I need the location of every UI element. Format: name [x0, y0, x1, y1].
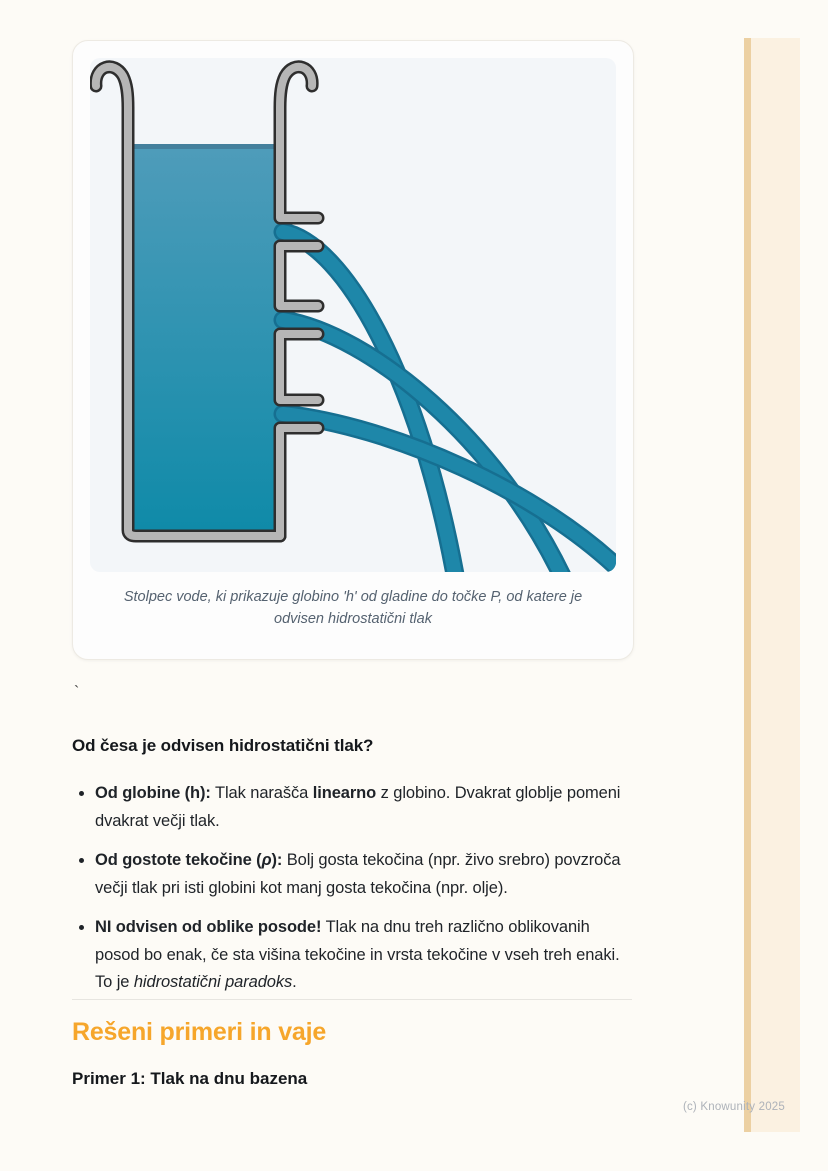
section-divider: [72, 999, 632, 1000]
water-body: [130, 144, 280, 538]
page-edge-stripe: [744, 38, 800, 1132]
bullet-list: [72, 780, 634, 997]
watermark: (c) Knowunity 2025: [682, 1101, 785, 1113]
list-item: • Od globine (h): Tlak narašča linearno z globino. Dvakrat globlje pomeni dvakrat večji tlak.: [95, 780, 634, 835]
figure-caption: Stolpec vode, ki prikazuje globino 'h' od gladine do točke P, od katere je odvisen hidrostatični tlak: [123, 589, 583, 627]
section-heading: Od česa je odvisen hidrostatični tlak?: [72, 736, 374, 755]
water-tank-illustration: [90, 58, 616, 572]
content-section: [72, 736, 634, 1009]
water-jets: [283, 232, 616, 572]
list-item: • Od gostote tekočine (ρ): Bolj gosta tekočina (npr. živo srebro) povzroča večji tlak pri isti globini kot manj gosta tekočina (npr. olje).: [95, 847, 634, 902]
list-item: • NI odvisen od oblike posode! Tlak na dnu treh različno oblikovanih posod bo enak, če sta višina tekočine in vrsta tekočine v vseh treh enaki. To je hidrostatični paradoks.: [95, 914, 634, 997]
stray-backtick-character: `: [74, 684, 80, 701]
figure-card: [72, 40, 634, 660]
example1-title: Primer 1: Tlak na dnu bazena: [72, 1069, 308, 1088]
water-tank-svg: [90, 58, 616, 572]
examples-heading: Rešeni primeri in vaje: [72, 1018, 327, 1046]
